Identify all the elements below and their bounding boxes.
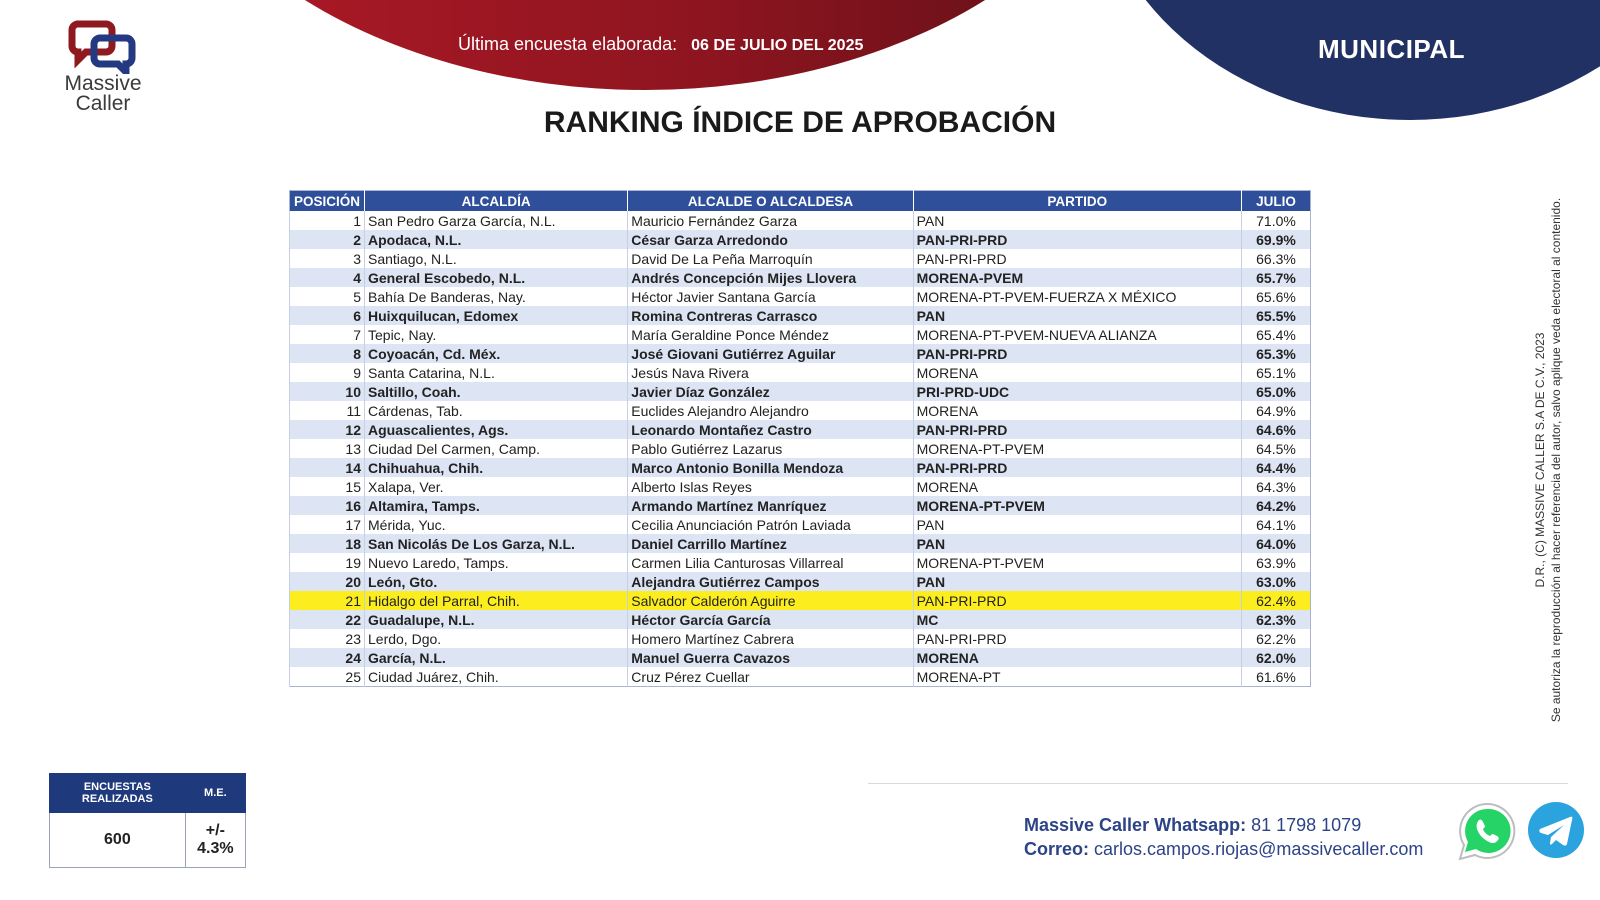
- party-cell: MORENA-PT-PVEM: [913, 553, 1241, 572]
- alcaldia-cell: Hidalgo del Parral, Chih.: [365, 591, 628, 610]
- party-cell: PAN: [913, 306, 1241, 325]
- approval-cell: 65.3%: [1242, 344, 1311, 363]
- party-cell: PAN: [913, 534, 1241, 553]
- whatsapp-label: Massive Caller Whatsapp:: [1024, 815, 1247, 835]
- copyright-line2: Se autoriza la reproducción al hacer referencia del autor, salvo aplique veda electoral al contenido.: [1549, 197, 1563, 723]
- mayor-cell: César Garza Arredondo: [628, 230, 913, 249]
- mayor-cell: Manuel Guerra Cavazos: [628, 648, 913, 667]
- mayor-cell: David De La Peña Marroquín: [628, 249, 913, 268]
- party-cell: PAN: [913, 572, 1241, 591]
- whatsapp-number[interactable]: 81 1798 1079: [1251, 815, 1362, 835]
- mayor-cell: Homero Martínez Cabrera: [628, 629, 913, 648]
- party-cell: MORENA-PT-PVEM: [913, 496, 1241, 515]
- position-cell: 22: [290, 610, 365, 629]
- table-row: [290, 477, 1311, 496]
- mayor-cell: Marco Antonio Bonilla Mendoza: [628, 458, 913, 477]
- alcaldia-cell: Cárdenas, Tab.: [365, 401, 628, 420]
- ranking-table: [289, 190, 1311, 687]
- approval-cell: 69.9%: [1242, 230, 1311, 249]
- table-row: [290, 591, 1311, 610]
- logo-line1: Massive: [64, 72, 142, 95]
- mayor-cell: Mauricio Fernández Garza: [628, 211, 913, 230]
- mayor-cell: Romina Contreras Carrasco: [628, 306, 913, 325]
- table-row: [290, 268, 1311, 287]
- contact-info: [1024, 813, 1423, 861]
- party-cell: PRI-PRD-UDC: [913, 382, 1241, 401]
- party-cell: MORENA-PT-PVEM-FUERZA X MÉXICO: [913, 287, 1241, 306]
- approval-cell: 65.1%: [1242, 363, 1311, 382]
- alcaldia-cell: Ciudad Del Carmen, Camp.: [365, 439, 628, 458]
- table-row: [290, 648, 1311, 667]
- alcaldia-cell: Chihuahua, Chih.: [365, 458, 628, 477]
- table-row: [290, 344, 1311, 363]
- copyright-notice: [1532, 180, 1564, 740]
- position-cell: 1: [290, 211, 365, 230]
- party-cell: MORENA-PT: [913, 667, 1241, 687]
- position-cell: 16: [290, 496, 365, 515]
- alcaldia-cell: Aguascalientes, Ags.: [365, 420, 628, 439]
- approval-cell: 65.6%: [1242, 287, 1311, 306]
- party-cell: MORENA: [913, 477, 1241, 496]
- mayor-cell: Salvador Calderón Aguirre: [628, 591, 913, 610]
- approval-cell: 62.0%: [1242, 648, 1311, 667]
- approval-cell: 64.5%: [1242, 439, 1311, 458]
- alcaldia-cell: Huixquilucan, Edomex: [365, 306, 628, 325]
- mayor-cell: Jesús Nava Rivera: [628, 363, 913, 382]
- alcaldia-cell: Santa Catarina, N.L.: [365, 363, 628, 382]
- mayor-header: ALCALDE O ALCALDESA: [628, 191, 913, 212]
- position-cell: 5: [290, 287, 365, 306]
- alcaldia-cell: Santiago, N.L.: [365, 249, 628, 268]
- surveys-header: ENCUESTAS REALIZADAS: [50, 774, 186, 813]
- surveys-value: 600: [50, 813, 186, 868]
- position-cell: 24: [290, 648, 365, 667]
- alcaldia-cell: Coyoacán, Cd. Méx.: [365, 344, 628, 363]
- position-cell: 7: [290, 325, 365, 344]
- party-cell: PAN-PRI-PRD: [913, 344, 1241, 363]
- mayor-cell: Cruz Pérez Cuellar: [628, 667, 913, 687]
- mayor-cell: Alberto Islas Reyes: [628, 477, 913, 496]
- alcaldia-cell: Xalapa, Ver.: [365, 477, 628, 496]
- alcaldia-cell: Nuevo Laredo, Tamps.: [365, 553, 628, 572]
- position-cell: 17: [290, 515, 365, 534]
- approval-cell: 62.3%: [1242, 610, 1311, 629]
- approval-cell: 61.6%: [1242, 667, 1311, 687]
- alcaldia-cell: Ciudad Juárez, Chih.: [365, 667, 628, 687]
- email-address[interactable]: carlos.campos.riojas@massivecaller.com: [1094, 839, 1424, 859]
- table-row: [290, 325, 1311, 344]
- position-cell: 12: [290, 420, 365, 439]
- massive-caller-logo: [48, 18, 158, 114]
- position-cell: 2: [290, 230, 365, 249]
- position-cell: 19: [290, 553, 365, 572]
- alcaldia-header: ALCALDÍA: [365, 191, 628, 212]
- table-row: [290, 439, 1311, 458]
- party-cell: PAN-PRI-PRD: [913, 249, 1241, 268]
- telegram-icon[interactable]: [1526, 800, 1586, 865]
- alcaldia-cell: Tepic, Nay.: [365, 325, 628, 344]
- alcaldia-cell: Lerdo, Dgo.: [365, 629, 628, 648]
- table-row: [290, 667, 1311, 687]
- survey-label: Última encuesta elaborada:: [458, 34, 678, 54]
- july-header: JULIO: [1242, 191, 1311, 212]
- approval-cell: 64.1%: [1242, 515, 1311, 534]
- me-header: M.E.: [185, 774, 245, 813]
- table-header-row: [290, 191, 1311, 212]
- approval-cell: 64.4%: [1242, 458, 1311, 477]
- whatsapp-icon[interactable]: [1455, 800, 1519, 869]
- alcaldia-cell: San Pedro Garza García, N.L.: [365, 211, 628, 230]
- approval-cell: 64.0%: [1242, 534, 1311, 553]
- table-row: [290, 363, 1311, 382]
- approval-cell: 65.4%: [1242, 325, 1311, 344]
- table-row: [290, 420, 1311, 439]
- party-cell: PAN-PRI-PRD: [913, 591, 1241, 610]
- logo-bubbles-icon: [68, 18, 138, 74]
- table-row: [290, 496, 1311, 515]
- position-cell: 25: [290, 667, 365, 687]
- position-cell: 9: [290, 363, 365, 382]
- mayor-cell: Euclides Alejandro Alejandro: [628, 401, 913, 420]
- position-cell: 10: [290, 382, 365, 401]
- table-row: [290, 230, 1311, 249]
- approval-cell: 64.9%: [1242, 401, 1311, 420]
- survey-date-line: [458, 34, 863, 55]
- position-cell: 15: [290, 477, 365, 496]
- page-title: RANKING ÍNDICE DE APROBACIÓN: [543, 106, 1057, 139]
- mayor-cell: Leonardo Montañez Castro: [628, 420, 913, 439]
- alcaldia-cell: San Nicolás De Los Garza, N.L.: [365, 534, 628, 553]
- party-cell: MORENA: [913, 648, 1241, 667]
- survey-stats-box: [49, 773, 246, 868]
- mayor-cell: Carmen Lilia Canturosas Villarreal: [628, 553, 913, 572]
- party-cell: PAN-PRI-PRD: [913, 629, 1241, 648]
- position-cell: 23: [290, 629, 365, 648]
- party-cell: MORENA: [913, 401, 1241, 420]
- mayor-cell: Alejandra Gutiérrez Campos: [628, 572, 913, 591]
- table-row: [290, 629, 1311, 648]
- approval-cell: 62.4%: [1242, 591, 1311, 610]
- approval-cell: 63.0%: [1242, 572, 1311, 591]
- mayor-cell: José Giovani Gutiérrez Aguilar: [628, 344, 913, 363]
- alcaldia-cell: Apodaca, N.L.: [365, 230, 628, 249]
- section-label: MUNICIPAL: [1318, 34, 1466, 64]
- approval-cell: 64.6%: [1242, 420, 1311, 439]
- me-value: +/- 4.3%: [185, 813, 245, 868]
- approval-cell: 65.0%: [1242, 382, 1311, 401]
- position-cell: 8: [290, 344, 365, 363]
- mayor-cell: María Geraldine Ponce Méndez: [628, 325, 913, 344]
- alcaldia-cell: Bahía De Banderas, Nay.: [365, 287, 628, 306]
- position-cell: 11: [290, 401, 365, 420]
- position-cell: 4: [290, 268, 365, 287]
- email-label: Correo:: [1024, 839, 1090, 859]
- alcaldia-cell: León, Gto.: [365, 572, 628, 591]
- alcaldia-cell: Mérida, Yuc.: [365, 515, 628, 534]
- table-row: [290, 249, 1311, 268]
- position-cell: 3: [290, 249, 365, 268]
- alcaldia-cell: Guadalupe, N.L.: [365, 610, 628, 629]
- approval-cell: 63.9%: [1242, 553, 1311, 572]
- alcaldia-cell: García, N.L.: [365, 648, 628, 667]
- party-cell: PAN-PRI-PRD: [913, 458, 1241, 477]
- table-row: [290, 401, 1311, 420]
- party-cell: MORENA-PT-PVEM: [913, 439, 1241, 458]
- table-row: [290, 572, 1311, 591]
- table-row: [290, 287, 1311, 306]
- approval-cell: 64.2%: [1242, 496, 1311, 515]
- approval-cell: 64.3%: [1242, 477, 1311, 496]
- table-row: [290, 534, 1311, 553]
- approval-cell: 71.0%: [1242, 211, 1311, 230]
- logo-line2: Caller: [75, 92, 131, 115]
- copyright-line1: D.R., (C) MASSIVE CALLER S.A DE C.V., 2023: [1533, 332, 1547, 588]
- party-cell: PAN-PRI-PRD: [913, 230, 1241, 249]
- survey-date: 06 DE JULIO DEL 2025: [691, 37, 864, 54]
- approval-cell: 66.3%: [1242, 249, 1311, 268]
- mayor-cell: Héctor Javier Santana García: [628, 287, 913, 306]
- mayor-cell: Héctor García García: [628, 610, 913, 629]
- table-row: [290, 553, 1311, 572]
- party-cell: PAN: [913, 211, 1241, 230]
- position-header: POSICIÓN: [290, 191, 365, 212]
- party-cell: MC: [913, 610, 1241, 629]
- party-cell: PAN-PRI-PRD: [913, 420, 1241, 439]
- party-cell: PAN: [913, 515, 1241, 534]
- table-body: [290, 211, 1311, 687]
- table-row: [290, 458, 1311, 477]
- mayor-cell: Armando Martínez Manríquez: [628, 496, 913, 515]
- alcaldia-cell: General Escobedo, N.L.: [365, 268, 628, 287]
- approval-cell: 62.2%: [1242, 629, 1311, 648]
- table-row: [290, 610, 1311, 629]
- position-cell: 14: [290, 458, 365, 477]
- table-row: [290, 211, 1311, 230]
- party-cell: MORENA-PT-PVEM-NUEVA ALIANZA: [913, 325, 1241, 344]
- mayor-cell: Daniel Carrillo Martínez: [628, 534, 913, 553]
- position-cell: 13: [290, 439, 365, 458]
- party-header: PARTIDO: [913, 191, 1241, 212]
- position-cell: 18: [290, 534, 365, 553]
- table-row: [290, 382, 1311, 401]
- party-cell: MORENA-PVEM: [913, 268, 1241, 287]
- approval-cell: 65.7%: [1242, 268, 1311, 287]
- footer-divider: [868, 783, 1568, 784]
- mayor-cell: Andrés Concepción Mijes Llovera: [628, 268, 913, 287]
- mayor-cell: Pablo Gutiérrez Lazarus: [628, 439, 913, 458]
- alcaldia-cell: Saltillo, Coah.: [365, 382, 628, 401]
- table-row: [290, 306, 1311, 325]
- mayor-cell: Cecilia Anunciación Patrón Laviada: [628, 515, 913, 534]
- table-row: [290, 515, 1311, 534]
- approval-cell: 65.5%: [1242, 306, 1311, 325]
- mayor-cell: Javier Díaz González: [628, 382, 913, 401]
- alcaldia-cell: Altamira, Tamps.: [365, 496, 628, 515]
- position-cell: 6: [290, 306, 365, 325]
- position-cell: 21: [290, 591, 365, 610]
- party-cell: MORENA: [913, 363, 1241, 382]
- position-cell: 20: [290, 572, 365, 591]
